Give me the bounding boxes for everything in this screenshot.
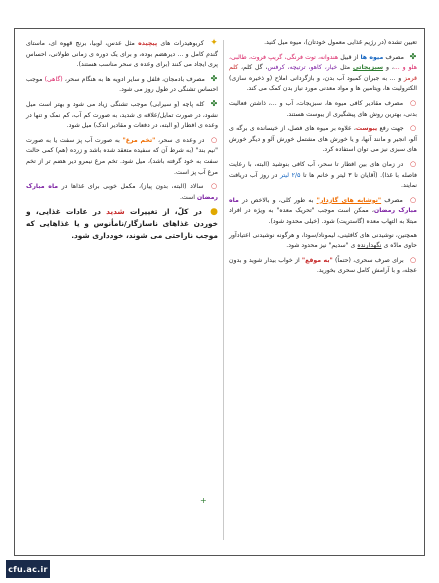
text: موجب احساس تشنگی در طول روز می شود. bbox=[26, 75, 218, 94]
text: سالاد (البته، بدون پیاز)، مکمل خوبی برای غذاها در bbox=[58, 183, 204, 191]
highlight-text: شدید bbox=[106, 207, 125, 217]
text: همچنین، نوشیدنی های کافئینی، لیموناد/سودا، و هرگونه نوشیدنی اعتیادآور حاوی مادّه ی bbox=[229, 231, 417, 250]
highlight-text: نگهدارنده bbox=[357, 242, 382, 250]
text: برای صرف سحری، (حتماً) bbox=[332, 256, 404, 264]
highlight-text: (گاهی) bbox=[44, 75, 63, 83]
right-column bbox=[229, 38, 417, 280]
bullet-item bbox=[26, 74, 218, 96]
highlight-text: "به موقع" bbox=[301, 256, 333, 264]
text: از قبیل bbox=[338, 53, 361, 61]
bullet-item bbox=[229, 98, 417, 120]
text: است. bbox=[179, 193, 197, 201]
bullet-item bbox=[229, 52, 417, 95]
text: ی "سدیم" نیز محدود شود. bbox=[286, 242, 358, 250]
paragraph bbox=[229, 231, 417, 252]
text: تعیین تشده (در رژیم غذایی معمول خودتان)، میوه میل کنید. bbox=[264, 39, 417, 46]
highlight-text: "نوشابه های گازدار" bbox=[316, 196, 382, 204]
ring-bullet-icon: ○ bbox=[409, 159, 417, 168]
highlight-text: یبوست bbox=[355, 125, 378, 133]
text: کربوهیدرات های bbox=[157, 40, 204, 47]
clover-bullet-icon: ✤ bbox=[210, 98, 218, 108]
bullet-item bbox=[26, 99, 218, 132]
text: در روز آب دریافت نمایند. bbox=[229, 171, 417, 190]
text: مثل bbox=[337, 64, 353, 72]
text: در عادات غذایی، و خوردن غذاهای ناسازگار/نامأنوس و یا غذاهایی که موجب ناراحتی می شوند، خودداری شود. bbox=[26, 207, 218, 241]
ring-bullet-icon: ○ bbox=[409, 98, 417, 107]
star-bullet-icon: ✦ bbox=[210, 38, 218, 48]
text: در وعده ی سحر، bbox=[155, 136, 205, 144]
highlight-text: کلم قرمز bbox=[229, 64, 417, 82]
bullet-item bbox=[229, 255, 417, 277]
ring-bullet-icon: ○ bbox=[409, 255, 417, 264]
highlight-text: ۲/۵ لیتر bbox=[280, 171, 301, 179]
bullet-item bbox=[229, 123, 417, 156]
bullet-item bbox=[26, 135, 218, 178]
bullet-item bbox=[229, 195, 417, 228]
text: مصرف bbox=[381, 196, 403, 204]
sun-bullet-icon: ● bbox=[210, 207, 218, 218]
highlight-text: پیچیده bbox=[138, 40, 158, 47]
ring-bullet-icon: ○ bbox=[409, 124, 417, 133]
bullet-item bbox=[26, 206, 218, 242]
highlight-text: ماه مبارک رمضان bbox=[229, 196, 417, 215]
ring-bullet-icon: ○ bbox=[210, 182, 218, 191]
highlight-text: میوه ها bbox=[360, 53, 384, 61]
text: ، ممکن است موجب "تحریک معده" به ویژه در افراد مبتلا به التهاب معده (گاستریت) شود. (خیلی محدود شود). bbox=[229, 207, 417, 225]
highlight-text: "تخم مرغ" bbox=[122, 136, 156, 144]
text: مثل عدس، لوبیا، برنج قهوه ای، ماستای گندم کامل و ... دیرهضم بوده، و برای یک دوره ی زمانی طولانی، احساس پری ایجاد می کنند (برای وعده ی سحر مناسب هستند). bbox=[26, 40, 218, 69]
text: و ... به جبران کمبود آب بدن، و بازگردانی املاح (و ذخیره سازی) الکترولیت ها، ویتامین ها و مواد معدنی مورد نیاز بدن کمک می کند. bbox=[229, 74, 417, 93]
text: مصرف مقادیر کافی میوه ها، سبزیجات، آب و ...، ذاشتن فعالیت بدنی، بهترین روش های پیشگیری از یبوست هستند. bbox=[229, 99, 417, 118]
text: به صورت آب پز سفت یا به صورت "نیم بند" (به شرط آن که سفیده متعقد شده باشد و زرده (هم) کمی حالت سفت به خود گرفته باشد)، میل شود. تخم مرغ نیمرو دیر هضم تر از تخم مرغ آب پز است. bbox=[26, 136, 218, 176]
text: در کلّ، از تغییرات bbox=[124, 207, 202, 217]
ring-bullet-icon: ○ bbox=[210, 135, 218, 144]
text: در زمان های بین افطار تا سحر، آب کافی بنوشید (البته، با رعایت فاصله با غذا). (آقایان تا ۳ لیتر و خانم ها تا bbox=[229, 160, 417, 179]
text: ، گل کلم، bbox=[238, 64, 268, 72]
text: مصرف bbox=[383, 53, 404, 61]
site-logo[interactable]: cfu.ac.ir bbox=[6, 560, 50, 578]
text: جهت رفع bbox=[377, 125, 404, 133]
text: ، و bbox=[383, 64, 394, 72]
plus-icon: + bbox=[200, 496, 207, 505]
highlight-text: خیار، کاهو، ترتیچه، کرفس bbox=[267, 64, 338, 72]
bullet-item bbox=[229, 159, 417, 192]
column-divider bbox=[223, 40, 224, 540]
ring-bullet-icon: ○ bbox=[409, 195, 417, 204]
left-column bbox=[26, 38, 218, 245]
clover-bullet-icon: ✤ bbox=[210, 73, 218, 83]
bullet-item bbox=[26, 38, 218, 71]
text: به طور کلی، و بالاخص در bbox=[238, 196, 317, 204]
highlight-text: هندوانه، توت فرنگی، گریپ فروت، طالبی، هلو و ... bbox=[229, 53, 417, 72]
text: ، علاوه بر میوه های فصل، از خیسانده ی برگه ی آلو، انجیر و مانند آنها، و یا خورش های مشتمل خورش آلو و دیگر خورش های سبزی نیز می توان استفاده کرد. bbox=[229, 125, 417, 154]
bullet-item bbox=[26, 181, 218, 203]
text: کله پاچه (و سیرابی) موجب تشنگی زیاد می شود و بهتر است میل نشود، در صورت تمایل/علاقه ی شدید، به صورت کم آب، کم نمک و تنها در وعده ی افطار (و البته، در دفعات و مقادیر اندک) میل شود. bbox=[26, 100, 218, 130]
paragraph bbox=[229, 38, 417, 49]
clover-bullet-icon: ✤ bbox=[409, 51, 417, 61]
text: مصرف بادمجان، فلفل و سایر ادویه ها به هنگام سحر، bbox=[62, 75, 205, 83]
text: از خواب بیدار شوید و بدون عجله، و با آرامش کامل سحری بخورید. bbox=[229, 256, 417, 275]
highlight-text: سبزیجاتی bbox=[352, 64, 384, 72]
highlight-text: ماه مبارک رمضان bbox=[26, 183, 218, 201]
